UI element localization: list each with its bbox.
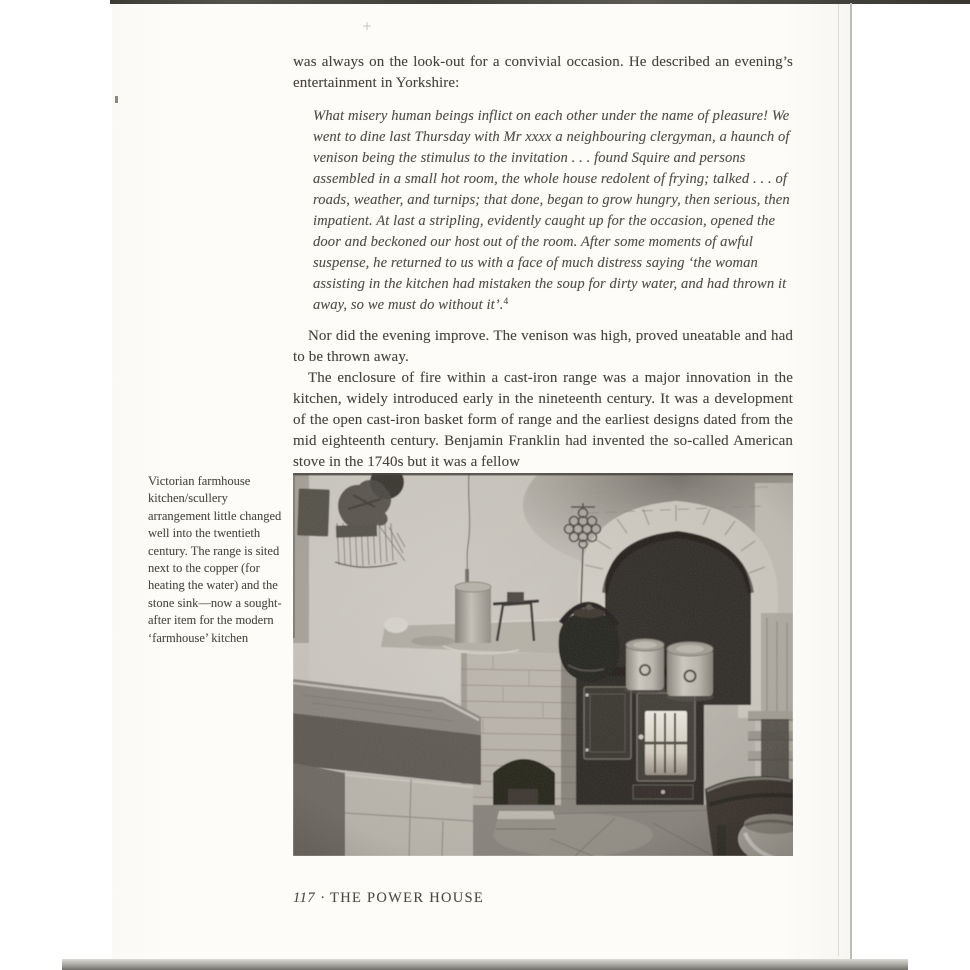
photo-left-border: [293, 473, 295, 638]
page-right-edge-line: [850, 3, 852, 959]
running-footer: [293, 890, 484, 907]
scan-speck-artifact: [115, 96, 118, 103]
page-right-edge-line: [838, 4, 839, 956]
footnote-marker: 4: [503, 297, 509, 307]
kitchen-photo-svg: [293, 473, 793, 856]
paragraph-range-history: The enclosure of fire within a cast-iron range was a major innovation in the kitchen, widely introduced early in the nineteenth century. It was a development of the open cast-iron basket form of range and the earliest designs dated from the mid eighteenth century. Benjamin Franklin had invented the so-called American stove in the 1740s but it was a fellow: [293, 370, 793, 470]
photo-vignette: [293, 473, 793, 856]
kitchen-photograph: [293, 473, 793, 856]
photo-caption: Victorian farmhouse kitchen/scullery arrangement little changed well into the twentieth century. The range is sited next to the copper (for heating the water) and the stone sink—now a sought-after item for the modern ‘farmhouse’ kitchen: [148, 474, 282, 645]
paragraph-venison: Nor did the evening improve. The venison was high, proved uneatable and had to be thrown away.: [293, 328, 793, 365]
photo-top-border: [293, 473, 793, 475]
body-text-column: [293, 52, 793, 473]
paragraph-lookout: was always on the look-out for a convivial occasion. He described an evening’s entertainment in Yorkshire:: [293, 54, 793, 91]
page-bottom-edge-shadow: [62, 959, 908, 970]
scan-cross-artifact: +: [362, 19, 373, 33]
book-title: THE POWER HOUSE: [330, 890, 485, 906]
block-quote: [313, 106, 791, 316]
scan-top-edge: [110, 0, 970, 4]
quote-text: What misery human beings inflict on each other under the name of pleasure! We went to dine last Thursday with Mr xxxx a neighbouring clergyman, a haunch of venison being the stimulus to the invitation . . . found Squire and persons assembled in a small hot room, the whole house redolent of frying; talked . . . of roads, weather, and turnips; that done, began to grow hungry, then serious, then impatient. At last a stripling, evidently caught up for the occasion, opened the door and beckoned our host out of the room. After some moments of awful suspense, he returned to us with a face of much distress saying ‘the woman assisting in the kitchen had mistaken the soup for dirty water, and had thrown it away, so we must do without it’.: [313, 108, 790, 313]
page-number: 117: [293, 890, 316, 906]
footer-separator: ·: [320, 890, 326, 906]
